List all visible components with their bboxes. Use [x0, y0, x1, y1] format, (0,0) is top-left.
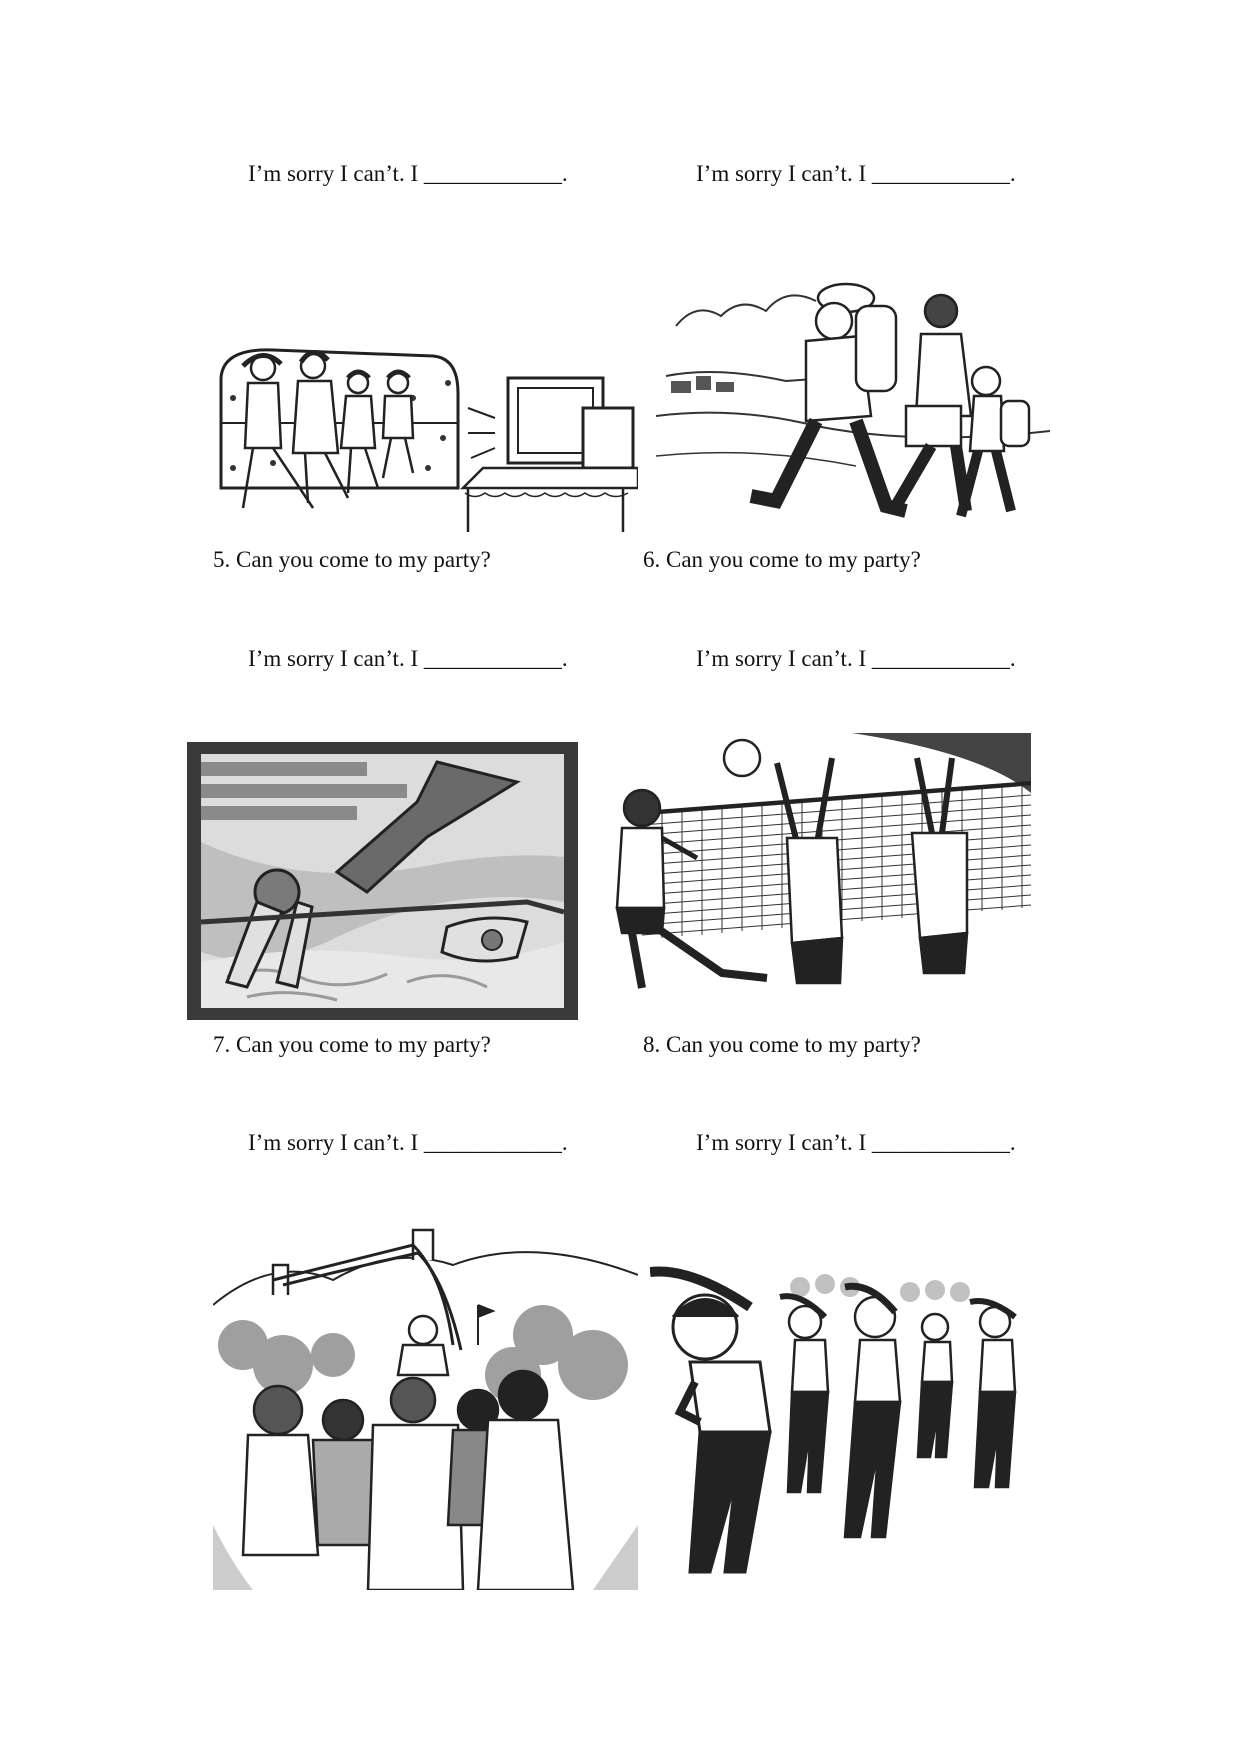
doing-exercises-picture — [650, 1262, 1047, 1590]
question-6: 6. Can you come to my party? — [643, 547, 921, 572]
family-watching-tv-picture — [213, 338, 638, 532]
question-8: 8. Can you come to my party? — [643, 1032, 921, 1057]
answer-line-5: I’m sorry I can’t. I ____________. — [248, 646, 568, 671]
volleyball-picture — [602, 733, 1031, 1017]
family-hiking-picture — [656, 256, 1050, 532]
great-wall-tour-picture — [213, 1225, 638, 1590]
question-7: 7. Can you come to my party? — [213, 1032, 491, 1057]
answer-line-8: I’m sorry I can’t. I ____________. — [696, 1130, 1016, 1155]
answer-line-3: I’m sorry I can’t. I ____________. — [248, 161, 568, 186]
swimming-picture — [187, 742, 578, 1020]
answer-line-6: I’m sorry I can’t. I ____________. — [696, 646, 1016, 671]
answer-line-7: I’m sorry I can’t. I ____________. — [248, 1130, 568, 1155]
question-5: 5. Can you come to my party? — [213, 547, 491, 572]
answer-line-4: I’m sorry I can’t. I ____________. — [696, 161, 1016, 186]
